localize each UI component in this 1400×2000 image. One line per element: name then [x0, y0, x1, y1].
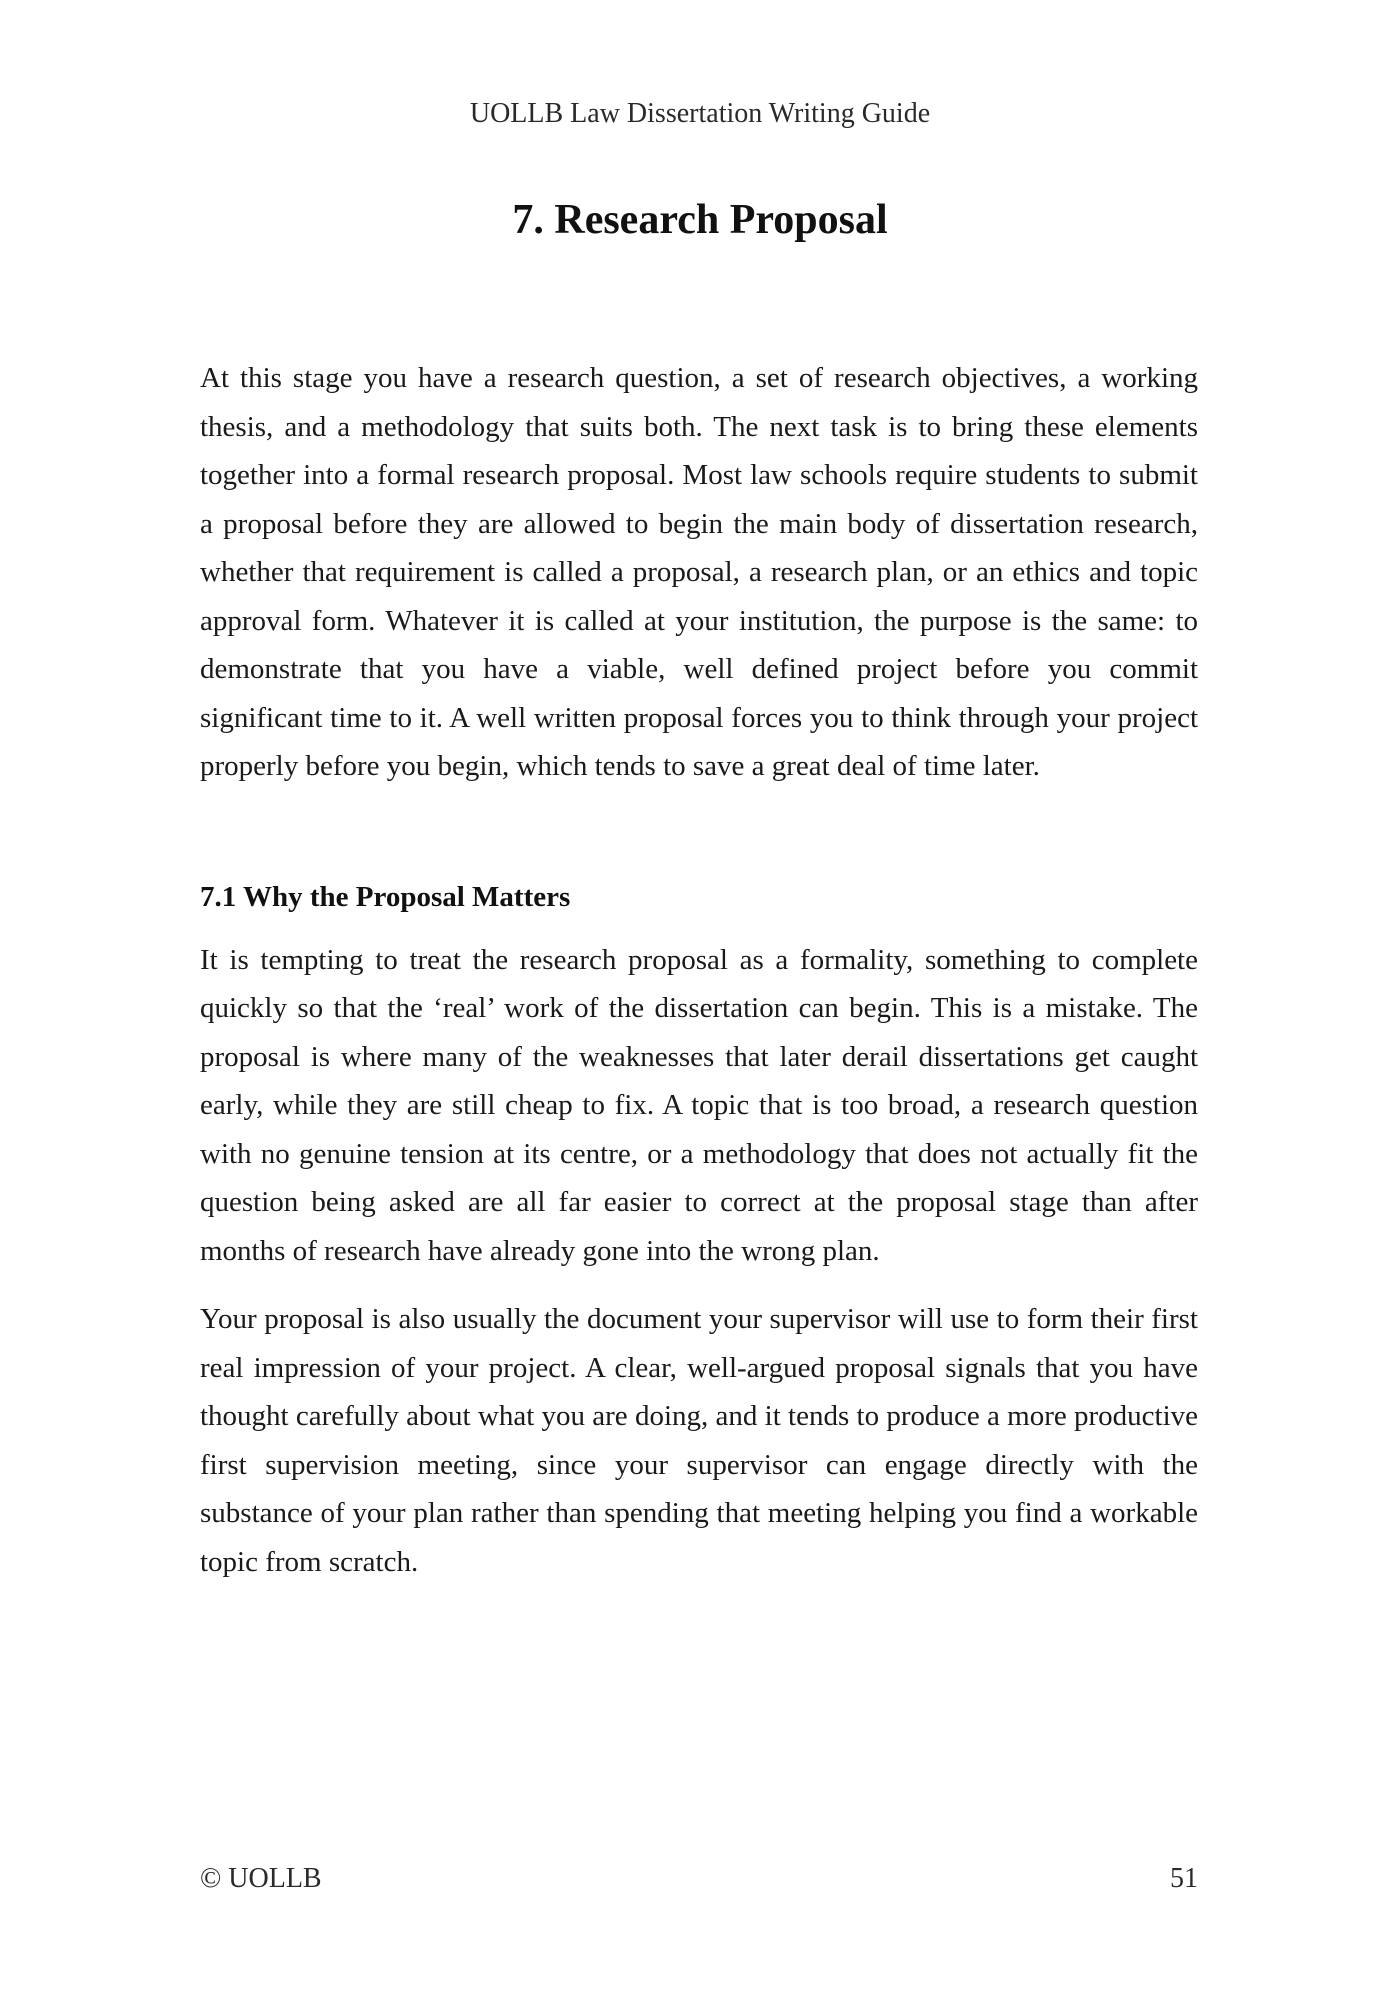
- intro-paragraph: At this stage you have a research question, a set of research objectives, a working thesis, and a methodology that suits both. The next task is to bring these elements together into a formal research proposal. Most law schools require students to submit a proposal before they are allowed to begin the main body of dissertation research, whether that requirement is called a proposal, a research plan, or an ethics and topic approval form. Whatever it is called at your institution, the purpose is the same: to demonstrate that you have a viable, well defined project before you commit significant time to it. A well written proposal forces you to think through your project properly before you begin, which tends to save a great deal of time later.: [200, 362, 1198, 782]
- page-content: [200, 354, 1198, 1606]
- running-header: UOLLB Law Dissertation Writing Guide: [469, 98, 931, 129]
- body-paragraph: Your proposal is also usually the document your supervisor will use to form their first real impression of your project. A clear, well-argued proposal signals that you have thought carefully about what you are doing, and it tends to produce a more productive first supervision meeting, since your supervisor can engage directly with the substance of your plan rather than spending that meeting helping you find a workable topic from scratch.: [200, 1303, 1198, 1578]
- chapter-title: 7. Research Proposal: [512, 197, 888, 243]
- section-heading: 7.1 Why the Proposal Matters: [200, 880, 571, 913]
- footer-copyright: © UOLLB: [200, 1863, 322, 1894]
- body-paragraph: It is tempting to treat the research proposal as a formality, something to complete quickly so that the ‘real’ work of the dissertation can begin. This is a mistake. The proposal is where many of the weaknesses that later derail dissertations get caught early, while they are still cheap to fix. A topic that is too broad, a research question with no genuine tension at its centre, or a methodology that does not actually fit the question being asked are all far easier to correct at the proposal stage than after months of research have already gone into the wrong plan.: [200, 943, 1198, 1267]
- page-number: 51: [1170, 1863, 1198, 1894]
